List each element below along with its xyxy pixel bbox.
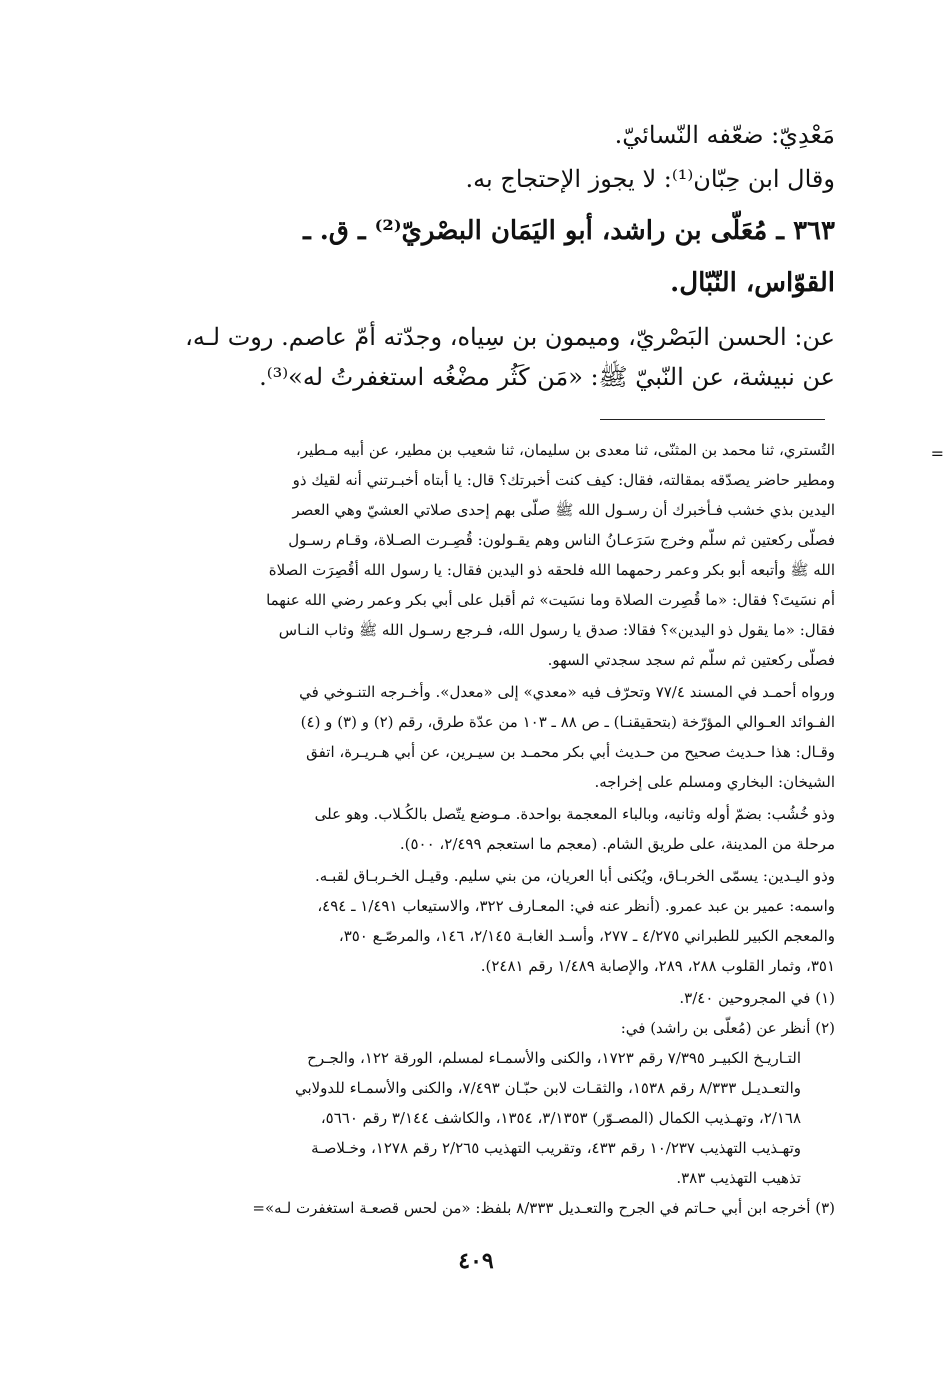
footnote-line: تذهيب التهذيب ٣٨٣.	[676, 1169, 801, 1187]
text-line: عن نبيشة، عن النّبيّ ﷺ: «مَن كَثُر مضْغُه استغفرتُ له»⁽³⁾.	[259, 363, 835, 391]
footnote-line: والمعجم الكبير للطبراني ٤/٢٧٥ ـ ٢٧٧، وأسـد الغابـة ٢/١٤٥، ١٤٦، والمرصّـع ٣٥٠،	[338, 927, 835, 945]
continuation-mark: =	[930, 444, 944, 463]
footnote-line: فصلّى ركعتين ثم سلّم وخرج سَرَعـانُ الناس وهم يقـولون: قُصِـرت الصـلاة، وقـام رسـول	[288, 531, 835, 549]
footnote-line: (٣) أخرجه ابن أبي حـاتم في الجرح والتعـديل ٨/٣٣٣ بلفظ: «من لحس قصعـة استغفرت لـه»=	[252, 1199, 835, 1217]
footnote-line: وقـال: هذا حـديث صحيح من حـديث أبي بكر محمـد بن سيـرين، عن أبي هـريـرة، اتفق	[306, 743, 835, 761]
footnote-line: ورواه أحمـد في المسند ٧٧/٤ وتحرّف فيه «معدي» إلى «معدل». وأخـرجه التنـوخي في	[299, 683, 835, 701]
footnote-line: الفـوائد العـوالي المؤرّخة (بتحقيقنـا) ـ ص ٨٨ ـ ١٠٣ من عدّة طرق، رقم (٢) و (٣) و (٤)	[300, 713, 835, 731]
footnote-line: (١) في المجروحين ٣/٤٠.	[679, 989, 835, 1007]
footnote-line: ٣٥١، وثمار القلوب ٢٨٨، ٢٨٩، والإصابة ١/٤٨٩ رقم ٢٤٨١).	[480, 957, 835, 975]
footnote-line: مرحلة من المدينة، على طريق الشام. (معجم ما استعجم ٢/٤٩٩، ٥٠٠).	[399, 835, 835, 853]
footnote-line: وتهـذيب التهذيب ١٠/٢٣٧ رقم ٤٣٣، وتقريب التهذيب ٢/٢٦٥ رقم ١٢٧٨، وخـلاصـة	[311, 1139, 801, 1157]
footnote-line: وذو خُشُب: بضمّ أوله وثانيه، وبالباء المعجمة بواحدة. مـوضع يتّصل بالكُـلاب. وهو على	[314, 805, 835, 823]
footnote-line: والتعـديـل ٨/٣٣٣ رقم ١٥٣٨، والثقـات لابن حبّـان ٧/٤٩٣، والكنى والأسمـاء للدولابي	[294, 1079, 801, 1097]
page-number: ٤٠٩	[458, 1248, 494, 1274]
footnote-line: ٢/١٦٨، وتهـذيب الكمال (المصـوّر) ٣/١٣٥٣، ١٣٥٤، والكاشف ٣/١٤٤ رقم ٥٦٦٠،	[320, 1109, 801, 1127]
footnote-line: ومطير حاضر يصدّقه بمقالته، فقال: كيف كنت أخبرتك؟ قال: يا أبتاه أخبـرتني أنه لقيك ذو	[292, 471, 835, 489]
footnote-line: التُستري، ثنا محمد بن المثنّى، ثنا معدى بن سليمان، ثنا شعيب بن مطير، عن أبيه مـطير،	[296, 441, 835, 459]
footnote-line: (٢) أنظر عن (مُعلّى بن راشد) في:	[620, 1019, 835, 1037]
text-line: وقال ابن حِبّان⁽¹⁾: لا يجوز الإحتجاج به.	[465, 165, 835, 193]
footnote-line: فصلّى ركعتين ثم سلّم ثم سجد سجدتي السهو.	[547, 651, 835, 669]
footnote-line: التـاريـخ الكبيـر ٧/٣٩٥ رقم ١٧٢٣، والكنى والأسمـاء لمسلم، الورقة ١٢٢، والجـرح	[307, 1049, 801, 1067]
footnote-line: الله ﷺ وأتبعه أبو بكر وعمر رحمهما الله فلحقه ذو اليدين فقال: يا رسول الله أقُصِرَت الصلاة	[268, 561, 835, 579]
footnote-separator	[600, 419, 825, 420]
footnote-line: اليدين بذي خشب فـأخبرك أن رسـول الله ﷺ صلّى بهم إحدى صلاتي العشيّ وهي العصر	[292, 501, 835, 519]
footnote-line: أم نسَيتَ؟ فقال: «ما قُصِرت الصلاة وما نسَيت» ثم أقبل على أبي بكر وعمر رضي الله عنهما	[266, 591, 835, 609]
text-line: عن: الحسن البَصْريّ، وميمون بن سِياه، وجدّته أمّ عاصم. روت لـه،	[185, 323, 835, 351]
footnote-line: الشيخان: البخاري ومسلم على إخراجه.	[594, 773, 835, 791]
entry-subheading: القوّاس، النّبّال.	[670, 268, 835, 298]
footnote-line: واسمه: عمير بن عبد عمرو. (أنظر عنه في: المعـارف ٣٢٢، والاستيعاب ١/٤٩١ ـ ٤٩٤،	[317, 897, 835, 915]
entry-heading: ٣٦٣ ـ مُعَلّى بن راشد، أبو اليَمَان البصْريّ⁽²⁾ ـ ق. ـ	[303, 216, 835, 246]
footnote-line: فقال: «ما يقول ذو اليدين»؟ فقالا: صدق يا رسول الله، فـرجع رسـول الله ﷺ وثاب النـاس	[278, 621, 835, 639]
footnote-line: وذو اليـدين: يسمّى الخربـاق، ويُكنى أبا العريان، من بني سليم. وقيـل الخـربـاق لقبـه.	[314, 867, 835, 885]
text-line: مَعْدِيّ: ضعّفه النّسائيّ.	[614, 121, 835, 149]
